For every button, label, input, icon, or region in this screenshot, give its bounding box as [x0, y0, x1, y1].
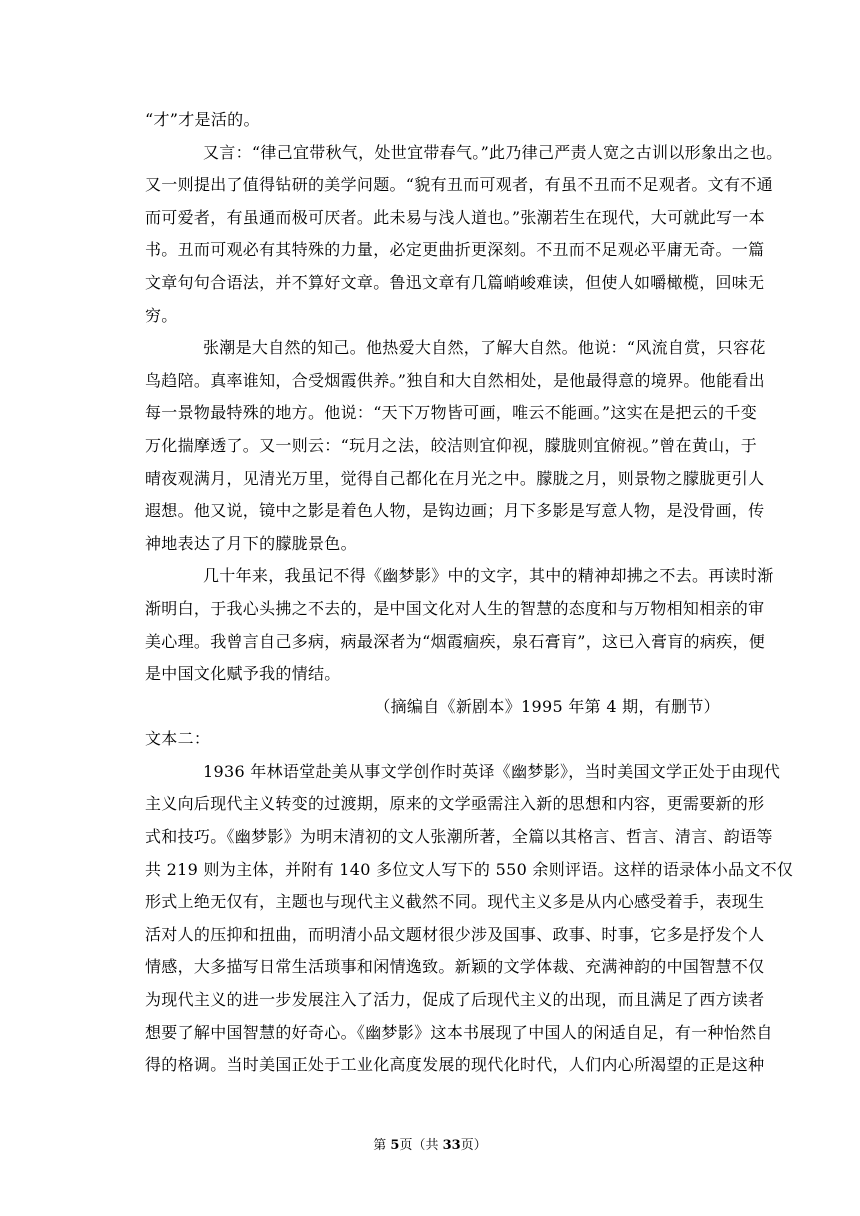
text-line: 神地表达了月下的朦胧景色。	[145, 533, 357, 553]
footer-middle: 页（共	[399, 1138, 443, 1153]
text-line: 张潮是大自然的知己。他热爱大自然，了解大自然。他说：“风流自赏，只容花	[203, 338, 766, 358]
text-line: 活对人的压抑和扭曲，而明清小品文题材很少涉及国事、政事、时事，它多是抒发个人	[145, 924, 765, 944]
text-line: 遐想。他又说，镜中之影是着色人物，是钩边画；月下多影是写意人物，是没骨画，传	[145, 501, 765, 521]
text-line: “才”才是活的。	[145, 110, 260, 129]
text-line: 1936 年林语堂赴美从事文学创作时英译《幽梦影》，当时美国文学正处于由现代	[203, 761, 781, 781]
footer-suffix: 页）	[460, 1138, 487, 1153]
text-line: 为现代主义的进一步发展注入了活力，促成了后现代主义的出现，而且满足了西方读者	[145, 990, 765, 1010]
text-line: 几十年来，我虽记不得《幽梦影》中的文字，其中的精神却拂之不去。再读时渐	[203, 566, 774, 586]
source-citation: （摘编自《新剧本》1995 年第 4 期，有删节）	[374, 696, 720, 716]
text-line: 而可爱者，有虽通而极可厌者。此未易与浅人道也。”张潮若生在现代，大可就此写一本	[145, 207, 765, 227]
text-line: 晴夜观满月，见清光万里，觉得自己都化在月光之中。朦胧之月，则景物之朦胧更引人	[145, 468, 765, 488]
text-line: 式和技巧。《幽梦影》为明末清初的文人张潮所著，全篇以其格言、哲言、清言、韵语等	[145, 827, 773, 847]
text-line: 每一景物最特殊的地方。他说：“天下万物皆可画，唯云不能画。”这实在是把云的千变	[145, 403, 758, 423]
text-line: 穷。	[145, 305, 178, 325]
text-line: 是中国文化赋予我的情结。	[145, 664, 341, 684]
text-line: 形式上绝无仅有，主题也与现代主义截然不同。现代主义多是从内心感受着手，表现生	[145, 892, 765, 912]
footer-page-number: 5	[390, 1138, 400, 1153]
text-line: 共 219 则为主体，并附有 140 多位文人写下的 550 余则评语。这样的语录体小品文不仅	[145, 859, 794, 879]
text-line: 美心理。我曾言自己多病，病最深者为“烟霞痼疾，泉石膏肓”，这已入膏肓的病疾，便	[145, 631, 766, 651]
text-line: 主义向后现代主义转变的过渡期，原来的文学亟需注入新的思想和内容，更需要新的形	[145, 794, 765, 814]
text-line: 想要了解中国智慧的好奇心。《幽梦影》这本书展现了中国人的闲适自足，有一种怡然自	[145, 1022, 773, 1042]
text-line: 得的格调。当时美国正处于工业化高度发展的现代化时代，人们内心所渴望的正是这种	[145, 1055, 765, 1075]
text-line: 渐明白，于我心头拂之不去的，是中国文化对人生的智慧的态度和与万物相知相亲的审	[145, 598, 765, 618]
page-footer	[0, 1136, 860, 1156]
text-line: 书。丑而可观必有其特殊的力量，必定更曲折更深刻。不丑而不足观必平庸无奇。一篇	[145, 240, 765, 260]
document-body	[145, 104, 794, 1082]
footer-total-pages: 33	[442, 1138, 461, 1153]
text-line: 又一则提出了值得钻研的美学问题。“貌有丑而可观者，有虽不丑而不足观者。文有不通	[145, 175, 773, 195]
text-line: 情感，大多描写日常生活琐事和闲情逸致。新颖的文学体裁、充满神韵的中国智慧不仅	[145, 957, 765, 977]
footer-prefix: 第	[373, 1138, 391, 1153]
text-line: 文本二：	[145, 729, 211, 749]
text-line: 又言：“律己宜带秋气，处世宜带春气。”此乃律己严责人宽之古训以形象出之也。	[203, 142, 783, 162]
text-line: 文章句句合语法，并不算好文章。鲁迅文章有几篇峭峻难读，但使人如嚼橄榄，回味无	[145, 272, 765, 292]
text-line: 鸟趋陪。真率谁知，合受烟霞供养。”独自和大自然相处，是他最得意的境界。他能看出	[145, 370, 765, 390]
text-line: 万化揣摩透了。又一则云：“玩月之法，皎洁则宜仰视，朦胧则宜俯视。”曾在黄山，于	[145, 435, 758, 455]
